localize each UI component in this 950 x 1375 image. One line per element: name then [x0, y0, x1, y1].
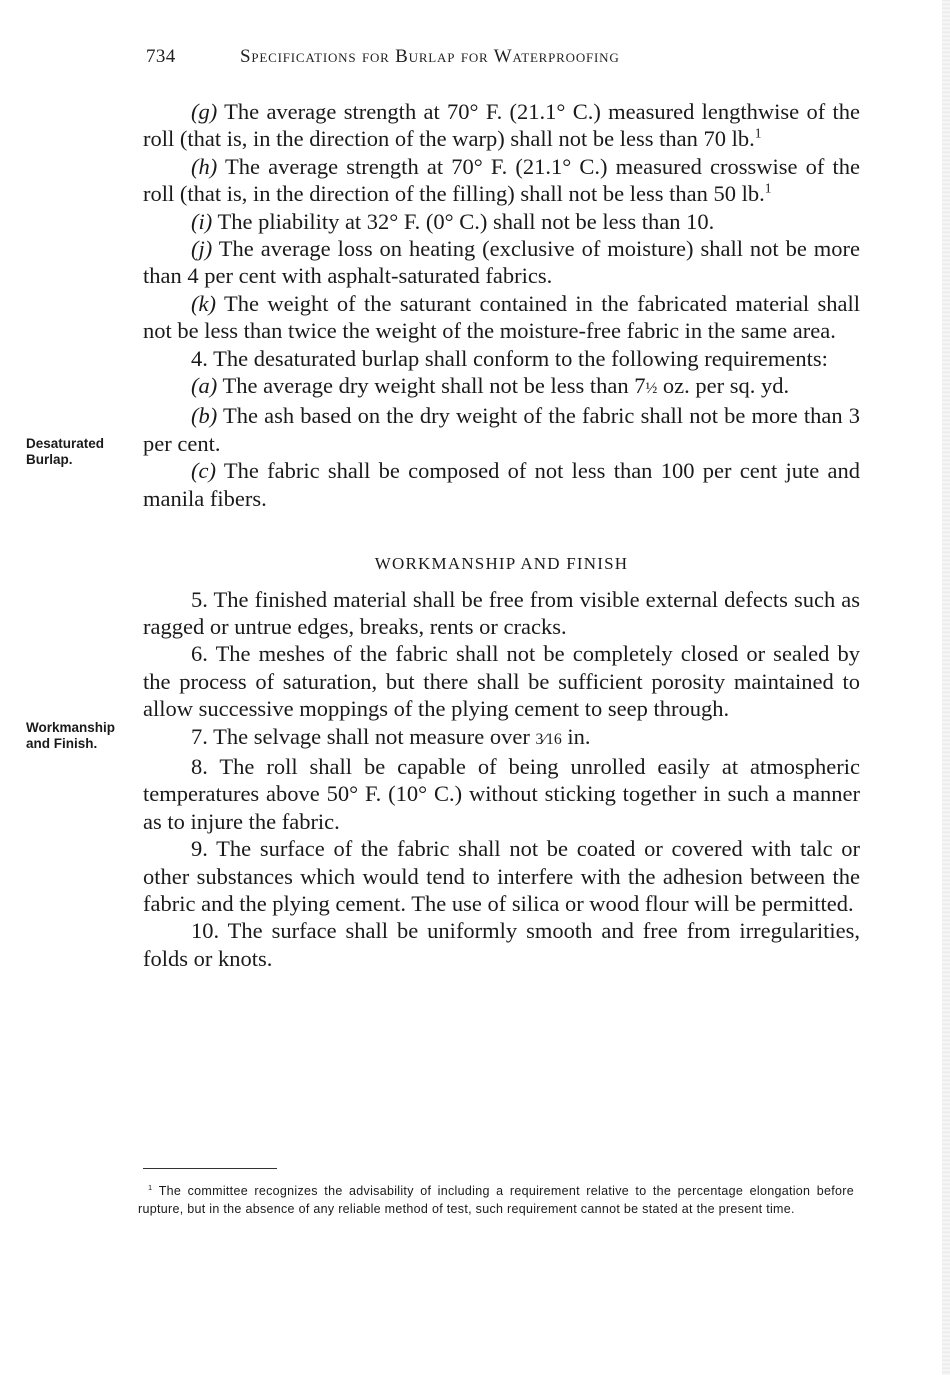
margin-note-desaturated: Desaturated Burlap. [26, 436, 105, 467]
paragraph-h: (h) The average strength at 70° F. (21.1° C.) measured crosswise of the roll (that is, in the direction of the filling) shall not be less than 50 lb.$^1$ [143, 153, 860, 207]
paragraph-j: (j) The average loss on heating (exclusive of moisture) shall not be more than 4 per cent with asphalt-saturated fabrics. [143, 236, 860, 289]
section-heading: WORKMANSHIP AND FINISH [374, 554, 629, 574]
running-header [146, 46, 866, 68]
paragraph-9: 9. The surface of the fabric shall not be coated or covered with talc or other substances which would tend to interfere with the adhesion between the fabric and the plying cement. The use of silica or wood flour will be permitted. [143, 836, 860, 916]
footnote-rule [143, 1168, 277, 1169]
paragraph-i: (i) The pliability at 32° F. (0° C.) shall not be less than 10. [191, 208, 715, 234]
footnote-marker: 1 [148, 1182, 153, 1192]
paragraph-6: 6. The meshes of the fabric shall not be completely closed or sealed by the process of saturation, but there shall be sufficient porosity maintained to allow successive moppings of the plying cement to seep through. [143, 641, 860, 722]
paragraph-10: 10. The surface shall be uniformly smooth and free from irregularities, folds or knots. [143, 918, 860, 971]
paragraph-7: 7. The selvage shall not measure over 3⁄16 in. [191, 723, 591, 749]
paragraph-a: (a) The average dry weight shall not be less than 7½ oz. per sq. yd. [191, 373, 790, 399]
paragraph-g: (g) The average strength at 70° F. (21.1° C.) measured lengthwise of the roll (that is, in the direction of the warp) shall not be less than 70 lb.$^1$ [143, 99, 860, 152]
paragraph-5: 5. The finished material shall be free from visible external defects such as ragged or untrue edges, breaks, rents or cracks. [143, 586, 860, 639]
paragraph-c: (c) The fabric shall be composed of not less than 100 per cent jute and manila fibers. [143, 458, 860, 511]
paragraph-4: 4. The desaturated burlap shall conform to the following requirements: [191, 345, 828, 371]
paragraph-k: (k) The weight of the saturant contained in the fabricated material shall not be less than twice the weight of the moisture-free fabric in the same area. [143, 290, 860, 344]
footnote [138, 1183, 854, 1218]
paragraph-8: 8. The roll shall be capable of being unrolled easily at atmospheric temperatures above 50° F. (10° C.) without sticking together in such a manner as to injure the fabric. [143, 753, 860, 834]
running-title: Specifications for Burlap for Waterproofing [240, 46, 620, 67]
footnote-text: The committee recognizes the advisability of including a requirement relative to the percentage elongation before rupture, but in the absence of any reliable method of test, such requirement cannot be stated at the present time. [138, 1184, 854, 1216]
page-number: 734 [146, 46, 176, 67]
scan-edge-texture [942, 0, 950, 1375]
margin-note-workmanship: Workmanship and Finish. [26, 720, 116, 751]
paragraph-b: (b) The ash based on the dry weight of the fabric shall not be more than 3 per cent. [143, 403, 860, 456]
body-text [143, 98, 860, 972]
